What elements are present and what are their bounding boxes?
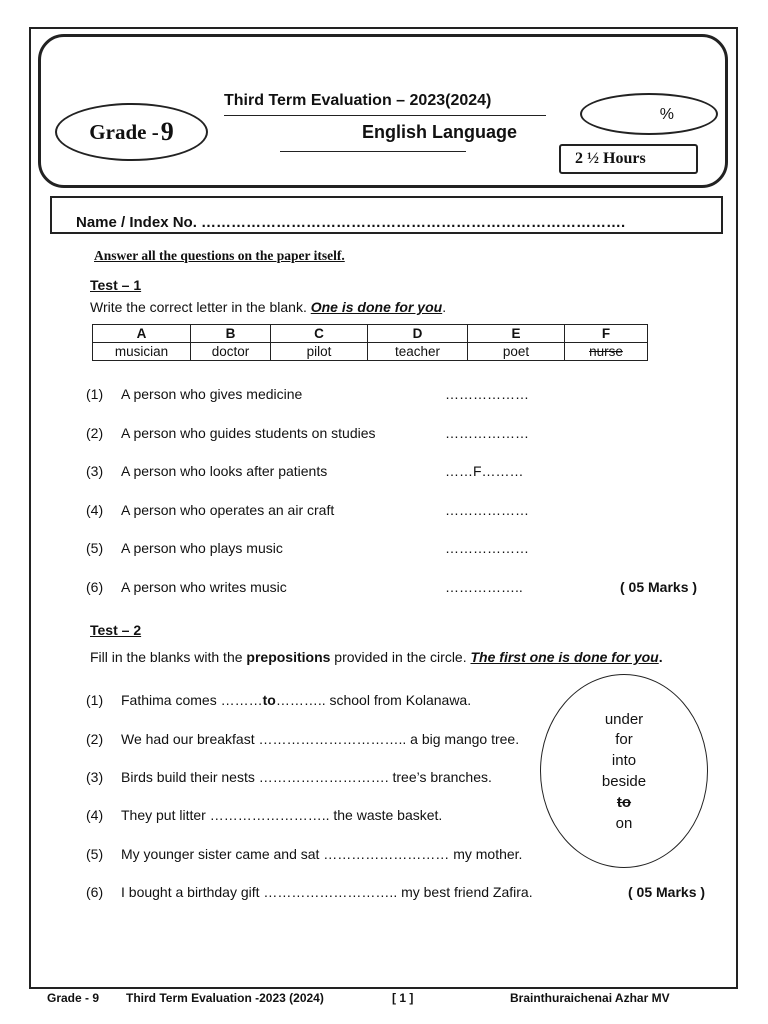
question-number: (1) <box>86 692 104 708</box>
question-number: (3) <box>86 463 104 479</box>
test1-marks: ( 05 Marks ) <box>620 579 698 595</box>
test2-instruction-pre: Fill in the blanks with the <box>90 649 247 665</box>
duration-box: 2 ½ Hours <box>559 144 698 174</box>
question-text: A person who plays music <box>121 540 283 556</box>
sentence-answer: to <box>262 692 276 708</box>
test2-instruction-bold: prepositions <box>246 649 331 665</box>
exam-title: Third Term Evaluation – 2023(2024) <box>224 92 492 109</box>
preposition-word: beside <box>601 773 647 790</box>
question-text: A person who gives medicine <box>121 386 303 402</box>
test1-example-note: One is done for you <box>310 299 443 315</box>
test1-punct: . <box>442 299 447 315</box>
question-number: (6) <box>86 884 104 900</box>
sentence-post: ……….. school from Kolanawa. <box>275 692 472 708</box>
sentence[interactable]: We had our breakfast ………………………….. a big mango tree. <box>121 731 520 747</box>
subject-title: English Language <box>362 122 518 142</box>
answer-blank[interactable]: ……………… <box>445 502 529 518</box>
sentence[interactable]: My younger sister came and sat ……………………… my mother. <box>121 846 523 862</box>
question-number: (1) <box>86 386 104 402</box>
question-text: A person who writes music <box>121 579 287 595</box>
percent-oval <box>580 93 718 135</box>
test2-instruction <box>90 649 663 665</box>
answer-blank[interactable]: ……………… <box>445 540 529 556</box>
footer-term: Third Term Evaluation -2023 (2024) <box>126 991 324 1005</box>
question-number: (4) <box>86 807 104 823</box>
general-instruction: Answer all the questions on the paper itself. <box>94 248 345 263</box>
question-text: A person who looks after patients <box>121 463 328 479</box>
word-cell: musician <box>93 343 191 361</box>
percent-label: % <box>659 106 674 123</box>
answer-blank[interactable]: ……………… <box>445 425 529 441</box>
name-index-label: Name / Index No. …………………………………………………………………………. <box>76 214 626 231</box>
test2-marks: ( 05 Marks ) <box>628 884 706 900</box>
question-number: (5) <box>86 846 104 862</box>
prepositions-circle <box>540 674 708 868</box>
question-number: (2) <box>86 425 104 441</box>
question-text: A person who operates an air craft <box>121 502 335 518</box>
preposition-word: for <box>615 731 633 748</box>
letter-cell: C <box>271 325 368 343</box>
grade-number: 9 <box>160 117 174 146</box>
test2-punct: . <box>658 649 663 665</box>
test2-instruction-post: provided in the circle. <box>330 649 471 665</box>
question-number: (5) <box>86 540 104 556</box>
letter-cell: A <box>93 325 191 343</box>
test2-example-note: The first one is done for you <box>470 649 659 665</box>
sentence[interactable]: They put litter …………………….. the waste basket. <box>121 807 443 823</box>
answer-blank[interactable]: ……F……… <box>445 463 524 479</box>
sentence[interactable] <box>121 692 471 708</box>
test1-heading: Test – 1 <box>90 277 142 293</box>
letter-cell: B <box>191 325 271 343</box>
footer-school: Brainthuraichenai Azhar MV <box>510 991 670 1005</box>
title-underline <box>224 115 546 116</box>
sentence[interactable]: Birds build their nests ………………………. tree’s branches. <box>121 769 492 785</box>
answer-blank[interactable]: ……………… <box>445 386 529 402</box>
options-table <box>92 324 648 361</box>
word-cell-done: nurse <box>565 343 648 361</box>
question-number: (6) <box>86 579 104 595</box>
letter-cell: F <box>565 325 648 343</box>
preposition-word: under <box>604 711 644 728</box>
subject-underline <box>280 151 466 152</box>
question-number: (3) <box>86 769 104 785</box>
preposition-word-used: to <box>616 794 632 811</box>
question-number: (2) <box>86 731 104 747</box>
question-number: (4) <box>86 502 104 518</box>
test2-heading: Test – 2 <box>90 622 142 638</box>
grade-badge <box>55 103 208 161</box>
answer-blank[interactable]: …………….. <box>445 579 523 595</box>
word-cell: teacher <box>368 343 468 361</box>
question-text: A person who guides students on studies <box>121 425 376 441</box>
grade-label: Grade - <box>89 119 159 144</box>
name-index-field[interactable] <box>50 196 723 234</box>
letter-cell: D <box>368 325 468 343</box>
preposition-word: into <box>611 752 637 769</box>
word-cell: pilot <box>271 343 368 361</box>
footer-page: [ 1 ] <box>392 991 414 1005</box>
sentence[interactable]: I bought a birthday gift ……………………….. my best friend Zafira. <box>121 884 533 900</box>
footer-grade: Grade - 9 <box>47 991 100 1005</box>
word-cell: poet <box>468 343 565 361</box>
preposition-word: on <box>615 815 633 832</box>
letter-cell: E <box>468 325 565 343</box>
word-cell: doctor <box>191 343 271 361</box>
test1-instruction-text: Write the correct letter in the blank. <box>90 299 311 315</box>
sentence-pre: Fathima comes ……… <box>121 692 263 708</box>
test1-instruction <box>90 299 446 315</box>
